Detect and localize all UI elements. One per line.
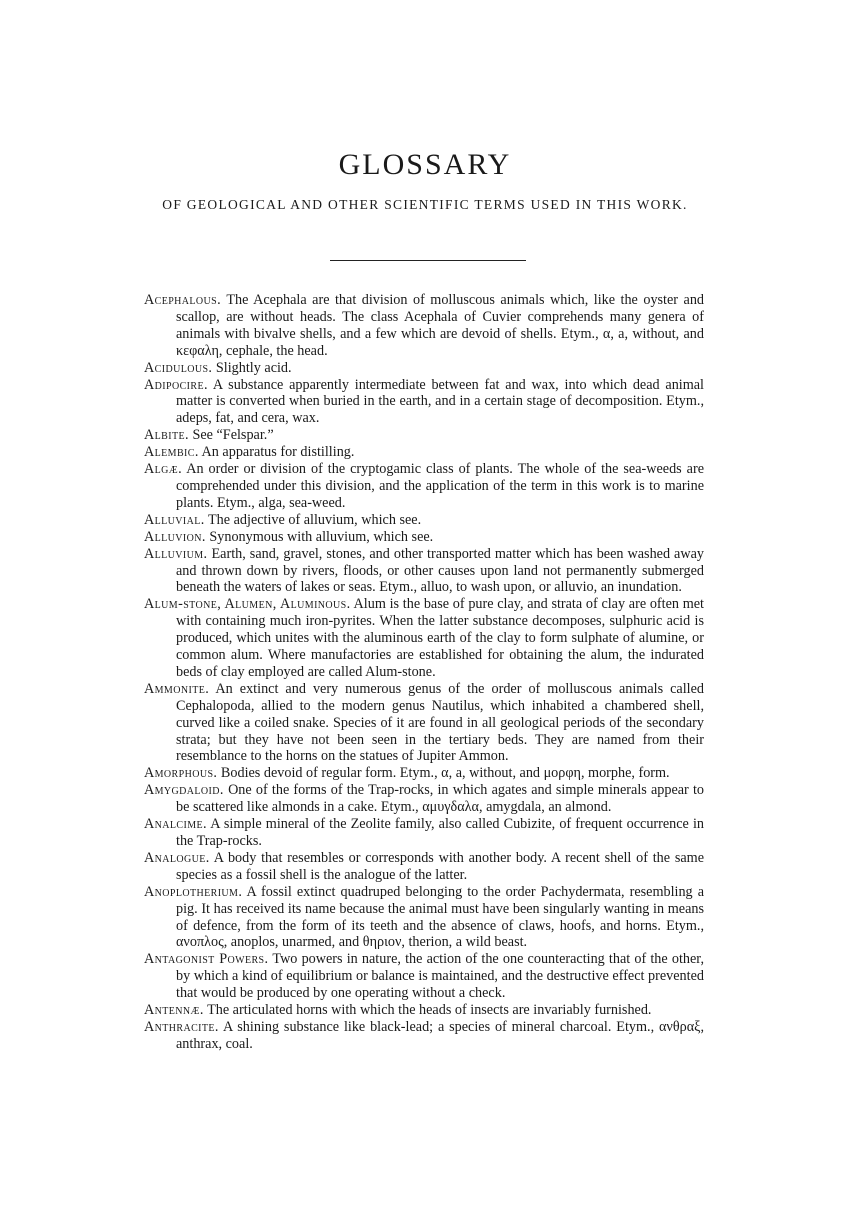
entry-term: Albite. bbox=[144, 427, 189, 444]
entry-definition: An order or division of the cryptogamic class of plants. The whole of the sea-weeds are comprehended under this division, and the application of the term in this work is to marine plants. Etym., alga, sea-weed. bbox=[176, 461, 705, 511]
entry-term: Alluvium. bbox=[144, 545, 208, 562]
glossary-entries bbox=[144, 292, 704, 1053]
entry-term: Anthracite. bbox=[144, 1018, 219, 1035]
entry-term: Adipocire. bbox=[144, 376, 208, 393]
entry-definition: Synonymous with alluvium, which see. bbox=[209, 528, 434, 545]
entry-term: Alembic. bbox=[144, 444, 199, 461]
page-title: GLOSSARY bbox=[338, 148, 512, 181]
entry-definition: A body that resembles or corresponds with another body. A recent shell of the same species as a fossil shell is the analogue of the latter. bbox=[176, 849, 705, 883]
glossary-entry bbox=[144, 782, 704, 816]
glossary-entry bbox=[144, 884, 704, 952]
entry-definition: See “Felspar.” bbox=[192, 427, 274, 444]
glossary-entry bbox=[144, 427, 704, 444]
glossary-entry bbox=[144, 292, 704, 360]
glossary-entry bbox=[144, 360, 704, 377]
entry-term: Alluvion. bbox=[144, 528, 206, 545]
entry-term: Antennæ. bbox=[144, 1002, 204, 1019]
entry-term: Acidulous. bbox=[144, 359, 213, 376]
title-divider bbox=[330, 260, 526, 261]
glossary-entry bbox=[144, 681, 704, 766]
entry-term: Algæ. bbox=[144, 461, 183, 478]
entry-term: Acephalous. bbox=[144, 292, 222, 308]
entry-definition: A fossil extinct quadruped belonging to the order Pachydermata, resembling a pig. It has received its name because the animal must have been singularly wanting in means of defence, from the form of its teeth and the absence of claws, hoofs, and horns. Etym., ανοπλος, anoplos, unarmed, and θηριον, therion, a wild beast. bbox=[176, 883, 704, 951]
entry-term: Analcime. bbox=[144, 816, 207, 833]
entry-term: Ammonite. bbox=[144, 680, 210, 697]
glossary-entry bbox=[144, 850, 704, 884]
glossary-entry bbox=[144, 444, 704, 461]
entry-term: Amorphous. bbox=[144, 765, 218, 782]
entry-definition: One of the forms of the Trap-rocks, in which agates and simple minerals appear to be scattered like almonds in a cake. Etym., αμυγδαλα, amygdala, an almond. bbox=[176, 782, 705, 816]
glossary-entry bbox=[144, 546, 704, 597]
entry-definition: A shining substance like black-lead; a species of mineral charcoal. Etym., ανθραξ, anthrax, coal. bbox=[176, 1018, 705, 1052]
entry-term: Alluvial. bbox=[144, 511, 205, 528]
glossary-entry bbox=[144, 765, 704, 782]
glossary-entry bbox=[144, 951, 704, 1002]
glossary-entry bbox=[144, 461, 704, 512]
entry-definition: The Acephala are that division of molluscous animals which, like the oyster and scallop, are without heads. The class Acephala of Cuvier comprehends many genera of animals with bivalve shells, and a few which are devoid of shells. Etym., α, a, without, and κεφαλη, cephale, the head. bbox=[176, 292, 704, 359]
glossary-entry bbox=[144, 1019, 704, 1053]
glossary-entry bbox=[144, 1002, 704, 1019]
entry-definition: Two powers in nature, the action of the one counteracting that of the other, by which a kind of equilibrium or balance is maintained, and the destructive effect prevented that would be produced by one operating without a check. bbox=[176, 951, 704, 1002]
entry-definition: Slightly acid. bbox=[215, 359, 292, 376]
entry-definition: Alum is the base of pure clay, and strata of clay are often met with containing much iron-pyrites. When the latter substance decomposes, sulphuric acid is produced, which unites with the aluminous earth of the clay to form sulphate of alumine, or common alum. Where manufactories are established for obtaining the alum, the indurated beds of clay employed are called Alum-stone. bbox=[176, 596, 704, 680]
entry-definition: Bodies devoid of regular form. Etym., α, a, without, and μορφη, morphe, form. bbox=[220, 765, 670, 782]
glossary-entry bbox=[144, 377, 704, 428]
glossary-entry bbox=[144, 529, 704, 546]
entry-term: Anoplotherium. bbox=[144, 883, 243, 900]
entry-definition: An apparatus for distilling. bbox=[201, 444, 355, 461]
entry-definition: Earth, sand, gravel, stones, and other transported matter which has been washed away and thrown down by rivers, floods, or other causes upon land not permanently submerged beneath the waters of lakes or seas. Etym., alluo, to wash upon, or alluvio, an inundation. bbox=[176, 545, 704, 596]
entry-term: Amygdaloid. bbox=[144, 782, 224, 799]
entry-definition: An extinct and very numerous genus of the order of molluscous animals called Cephalopoda, allied to the modern genus Nautilus, which inhabited a chambered shell, curved like a coiled snake. Species of it are found in all geological periods of the secondary strata; but they have not been seen in the tertiary beds. They are named from their resemblance to the horns on the statues of Jupiter Ammon. bbox=[176, 680, 704, 765]
glossary-entry bbox=[144, 596, 704, 681]
entry-definition: The adjective of alluvium, which see. bbox=[208, 511, 422, 528]
entry-definition: A substance apparently intermediate between fat and wax, into which dead animal matter is converted when buried in the earth, and in a certain stage of decomposition. Etym., adeps, fat, and cera, wax. bbox=[176, 376, 704, 427]
entry-term: Antagonist Powers. bbox=[144, 951, 269, 968]
entry-definition: A simple mineral of the Zeolite family, also called Cubizite, of frequent occurrence in the Trap-rocks. bbox=[176, 816, 704, 849]
page-subtitle: OF GEOLOGICAL AND OTHER SCIENTIFIC TERMS USED IN THIS WORK. bbox=[162, 197, 688, 212]
entry-term: Alum-stone, Alumen, Aluminous. bbox=[144, 596, 351, 613]
glossary-entry bbox=[144, 816, 704, 850]
entry-definition: The articulated horns with which the heads of insects are invariably furnished. bbox=[207, 1002, 652, 1019]
entry-term: Analogue. bbox=[144, 849, 210, 866]
glossary-entry bbox=[144, 512, 704, 529]
